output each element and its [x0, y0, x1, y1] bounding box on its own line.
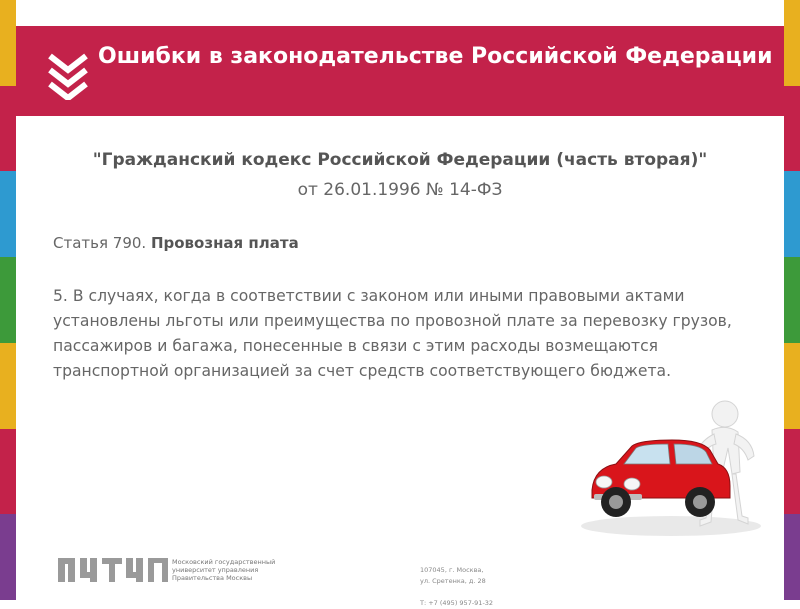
- car-and-person-illustration: [576, 398, 766, 538]
- address-line: 107045, г. Москва,: [420, 566, 484, 574]
- org-line: Правительства Москвы: [172, 574, 253, 582]
- org-line: Московский государственный: [172, 558, 276, 566]
- article-heading: [53, 234, 299, 252]
- address-phone: Т: +7 (495) 957-91-32: [420, 599, 494, 607]
- org-line: университет управления: [172, 566, 259, 574]
- footer-organization: [172, 558, 282, 582]
- address-line: [420, 587, 550, 598]
- right-edge-stripes: [784, 0, 800, 600]
- slide-title: Ошибки в законодательстве Российской Федерации: [98, 44, 773, 69]
- university-logo: [58, 556, 168, 584]
- article-number: Статья 790.: [53, 234, 147, 252]
- slide: [16, 0, 784, 607]
- article-paragraph: 5. В случаях, когда в соответствии с законом или иными правовыми актами установлены льготы или преимущества по провозной плате за перевозку грузов, пассажиров и багажа, понесенные в связи с этим расходы возмещаются транспортной организацией за счет средств соответствующего бюджета.: [53, 287, 732, 380]
- address-line: ул. Сретенка, д. 28: [420, 577, 486, 585]
- chevron-stack-icon: [46, 44, 90, 100]
- footer-address: [420, 565, 550, 609]
- document-subtitle: от 26.01.1996 № 14-ФЗ: [297, 180, 503, 200]
- left-edge-stripes: [0, 0, 16, 600]
- document-title: "Гражданский кодекс Российской Федерации (часть вторая)": [92, 150, 708, 170]
- article-name: Провозная плата: [150, 234, 299, 252]
- slide-header: [16, 26, 784, 116]
